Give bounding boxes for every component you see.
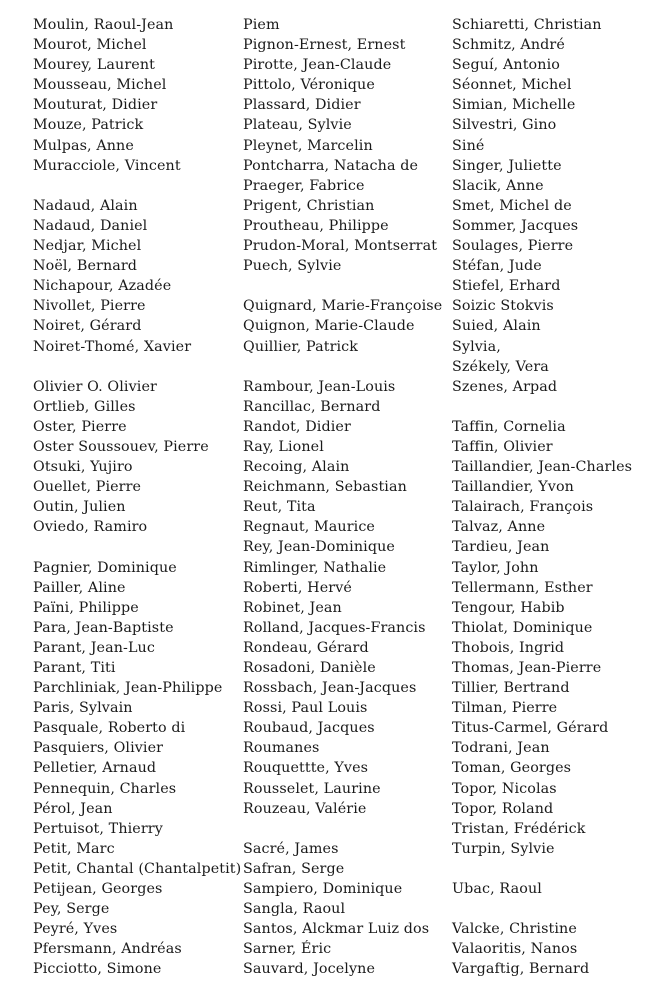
name-entry: Rossi, Paul Louis: [243, 700, 368, 717]
name-entry: Quignard, Marie-Françoise: [243, 298, 443, 315]
name-entry: Sarner, Éric: [243, 941, 332, 958]
name-entry: Silvestri, Gino: [452, 117, 557, 134]
section-gap: [452, 397, 662, 417]
name-entry: Mouze, Patrick: [33, 117, 144, 134]
name-entry: Oster, Pierre: [33, 418, 127, 435]
name-entry: Taylor, John: [452, 559, 539, 576]
name-entry: Pelletier, Arnaud: [33, 760, 157, 777]
name-entry: Mourey, Laurent: [33, 57, 155, 74]
name-entry: Puech, Sylvie: [243, 258, 342, 275]
name-entry: Mulpas, Anne: [33, 137, 134, 154]
name-entry: Sampiero, Dominique: [243, 881, 403, 898]
name-entry: Talairach, François: [452, 499, 594, 516]
name-entry: Tillier, Bertrand: [452, 680, 570, 697]
name-entry: Ouellet, Pierre: [33, 479, 142, 496]
name-entry: Peyré, Yves: [33, 921, 118, 938]
name-entry: Rey, Jean-Dominique: [243, 539, 395, 556]
name-entry: Sacré, James: [243, 840, 339, 857]
name-entry: Rouzeau, Valérie: [243, 800, 367, 817]
name-entry: Valaoritis, Nanos: [452, 941, 578, 958]
name-entry: Randot, Didier: [243, 418, 351, 435]
name-entry: Mouturat, Didier: [33, 97, 158, 114]
name-entry: Roumanes: [243, 740, 320, 757]
name-entry: Nadaud, Alain: [33, 197, 138, 214]
name-entry: Païni, Philippe: [33, 599, 139, 616]
name-entry: Pirotte, Jean-Claude: [243, 57, 392, 74]
name-entry: Rousselet, Laurine: [243, 780, 381, 797]
name-entry: Tardieu, Jean: [452, 539, 550, 556]
name-entry: Moulin, Raoul-Jean: [33, 17, 174, 33]
name-entry: Oviedo, Ramiro: [33, 519, 148, 536]
name-entry: Taffin, Cornelia: [452, 418, 566, 435]
name-entry: Titus-Carmel, Gérard: [452, 720, 609, 737]
name-entry: Topor, Nicolas: [452, 780, 557, 797]
name-entry: Székely, Vera: [452, 358, 549, 375]
name-entry: Szenes, Arpad: [452, 378, 558, 395]
name-entry: Roberti, Hervé: [243, 579, 352, 596]
name-entry: Otsuki, Yujiro: [33, 459, 133, 476]
name-entry: Sylvia,: [452, 338, 501, 355]
name-entry: Smet, Michel de: [452, 197, 572, 214]
name-entry: Pennequin, Charles: [33, 780, 177, 797]
name-entry: Singer, Juliette: [452, 157, 562, 174]
section-gap: [33, 176, 238, 196]
name-entry: Para, Jean-Baptiste: [33, 619, 174, 636]
name-entry: Pailler, Aline: [33, 579, 126, 596]
name-entry: Quignon, Marie-Claude: [243, 318, 415, 335]
name-entry: Schiaretti, Christian: [452, 17, 602, 33]
name-entry: Thobois, Ingrid: [452, 639, 565, 656]
name-entry: Tengour, Habib: [452, 599, 565, 616]
name-entry: Pfersmann, Andréas: [33, 941, 182, 958]
name-entry: Reut, Tita: [243, 499, 316, 516]
name-entry: Vargaftig, Bernard: [452, 961, 590, 978]
name-entry: Reichmann, Sebastian: [243, 479, 407, 496]
name-entry: Valcke, Christine: [452, 921, 577, 938]
name-entry: Pignon-Ernest, Ernest: [243, 37, 406, 54]
name-entry: Topor, Roland: [452, 800, 554, 817]
name-entry: Schmitz, André: [452, 37, 565, 54]
name-entry: Outin, Julien: [33, 499, 126, 516]
name-entry: Plassard, Didier: [243, 97, 361, 114]
name-entry: Recoing, Alain: [243, 459, 350, 476]
section-gap: [452, 859, 662, 879]
name-entry: Nadaud, Daniel: [33, 217, 148, 234]
name-entry: Paris, Sylvain: [33, 700, 133, 717]
name-entry: Petijean, Georges: [33, 881, 163, 898]
name-entry: Noël, Bernard: [33, 258, 138, 275]
name-entry: Parchliniak, Jean-Philippe: [33, 680, 223, 697]
name-entry: Siné: [452, 137, 485, 154]
name-entry: Tellermann, Esther: [452, 579, 593, 596]
name-entry: Rouquettte, Yves: [243, 760, 369, 777]
name-entry: Mourot, Michel: [33, 37, 147, 54]
name-entry: Pittolo, Véronique: [243, 77, 375, 94]
name-entry: Noiret-Thomé, Xavier: [33, 338, 192, 355]
name-entry: Rimlinger, Nathalie: [243, 559, 387, 576]
name-entry: Proutheau, Philippe: [243, 217, 389, 234]
name-entry: Soizic Stokvis: [452, 298, 554, 315]
section-gap: [33, 357, 238, 377]
name-entry: Rosadoni, Danièle: [243, 660, 376, 676]
name-entry: Pasquale, Roberto di: [33, 720, 186, 737]
name-entry: Oster Soussouev, Pierre: [33, 438, 209, 455]
name-entry: Pasquiers, Olivier: [33, 740, 164, 757]
name-entry: Plateau, Sylvie: [243, 117, 352, 134]
name-entry: Rambour, Jean-Louis: [243, 378, 396, 395]
name-entry: Thiolat, Dominique: [452, 619, 593, 636]
name-entry: Tilman, Pierre: [452, 700, 558, 717]
name-entry: Petit, Marc: [33, 840, 115, 857]
name-entry: Regnaut, Maurice: [243, 519, 375, 536]
name-entry: Ray, Lionel: [243, 438, 324, 455]
section-gap: [243, 819, 448, 839]
name-entry: Seguí, Antonio: [452, 57, 560, 74]
name-entry: Pey, Serge: [33, 901, 110, 918]
name-column-3: [452, 15, 662, 980]
name-entry: Roubaud, Jacques: [243, 720, 375, 737]
name-entry: Rancillac, Bernard: [243, 398, 381, 415]
name-entry: Suied, Alain: [452, 318, 541, 335]
name-column-1: [33, 15, 242, 980]
name-entry: Sangla, Raoul: [243, 901, 346, 918]
name-entry: Olivier O. Olivier: [33, 378, 157, 395]
name-entry: Safran, Serge: [243, 860, 345, 877]
name-entry: Taffin, Olivier: [452, 438, 553, 455]
name-entry: Rolland, Jacques-Francis: [243, 619, 426, 636]
name-entry: Simian, Michelle: [452, 97, 576, 114]
name-entry: Pleynet, Marcelin: [243, 137, 373, 154]
name-entry: Tristan, Frédérick: [452, 820, 586, 837]
section-gap: [243, 357, 448, 377]
section-gap: [243, 276, 448, 296]
name-entry: Pertuisot, Thierry: [33, 820, 163, 837]
name-entry: Taillandier, Jean-Charles: [452, 459, 633, 476]
name-entry: Ubac, Raoul: [452, 881, 542, 898]
name-entry: Petit, Chantal (Chantalpetit): [33, 860, 242, 877]
name-entry: Soulages, Pierre: [452, 238, 574, 255]
name-entry: Nivollet, Pierre: [33, 298, 146, 315]
name-entry: Rondeau, Gérard: [243, 639, 369, 656]
section-gap: [33, 537, 238, 557]
name-entry: Praeger, Fabrice: [243, 177, 365, 194]
name-entry: Piem: [243, 17, 280, 33]
name-entry: Noiret, Gérard: [33, 318, 142, 335]
name-entry: Sommer, Jacques: [452, 217, 579, 234]
name-entry: Séonnet, Michel: [452, 77, 572, 94]
name-entry: Ortlieb, Gilles: [33, 398, 136, 415]
name-entry: Rossbach, Jean-Jacques: [243, 680, 417, 697]
name-entry: Santos, Alckmar Luiz dos: [243, 921, 430, 938]
name-entry: Pérol, Jean: [33, 800, 113, 817]
name-entry: Talvaz, Anne: [452, 519, 546, 536]
name-entry: Robinet, Jean: [243, 599, 342, 616]
name-entry: Todrani, Jean: [452, 740, 550, 757]
name-entry: Slacik, Anne: [452, 177, 544, 194]
name-entry: Stéfan, Jude: [452, 258, 542, 275]
name-entry: Thomas, Jean-Pierre: [452, 660, 602, 676]
name-entry: Parant, Jean-Luc: [33, 639, 155, 656]
name-entry: Picciotto, Simone: [33, 961, 162, 978]
name-entry: Taillandier, Yvon: [452, 479, 574, 496]
name-entry: Stiefel, Erhard: [452, 278, 561, 295]
name-entry: Parant, Titi: [33, 660, 116, 676]
section-gap: [452, 899, 662, 919]
name-entry: Nichapour, Azadée: [33, 278, 172, 295]
name-entry: Muracciole, Vincent: [33, 157, 181, 174]
name-entry: Mousseau, Michel: [33, 77, 167, 94]
name-entry: Quillier, Patrick: [243, 338, 359, 355]
name-entry: Toman, Georges: [452, 760, 572, 777]
name-column-2: [243, 15, 448, 980]
name-entry: Turpin, Sylvie: [452, 840, 555, 857]
name-entry: Nedjar, Michel: [33, 238, 142, 255]
name-entry: Prudon-Moral, Montserrat: [243, 238, 438, 255]
name-entry: Prigent, Christian: [243, 197, 375, 214]
name-entry: Pagnier, Dominique: [33, 559, 177, 576]
name-entry: Pontcharra, Natacha de: [243, 157, 419, 174]
name-entry: Sauvard, Jocelyne: [243, 961, 376, 978]
